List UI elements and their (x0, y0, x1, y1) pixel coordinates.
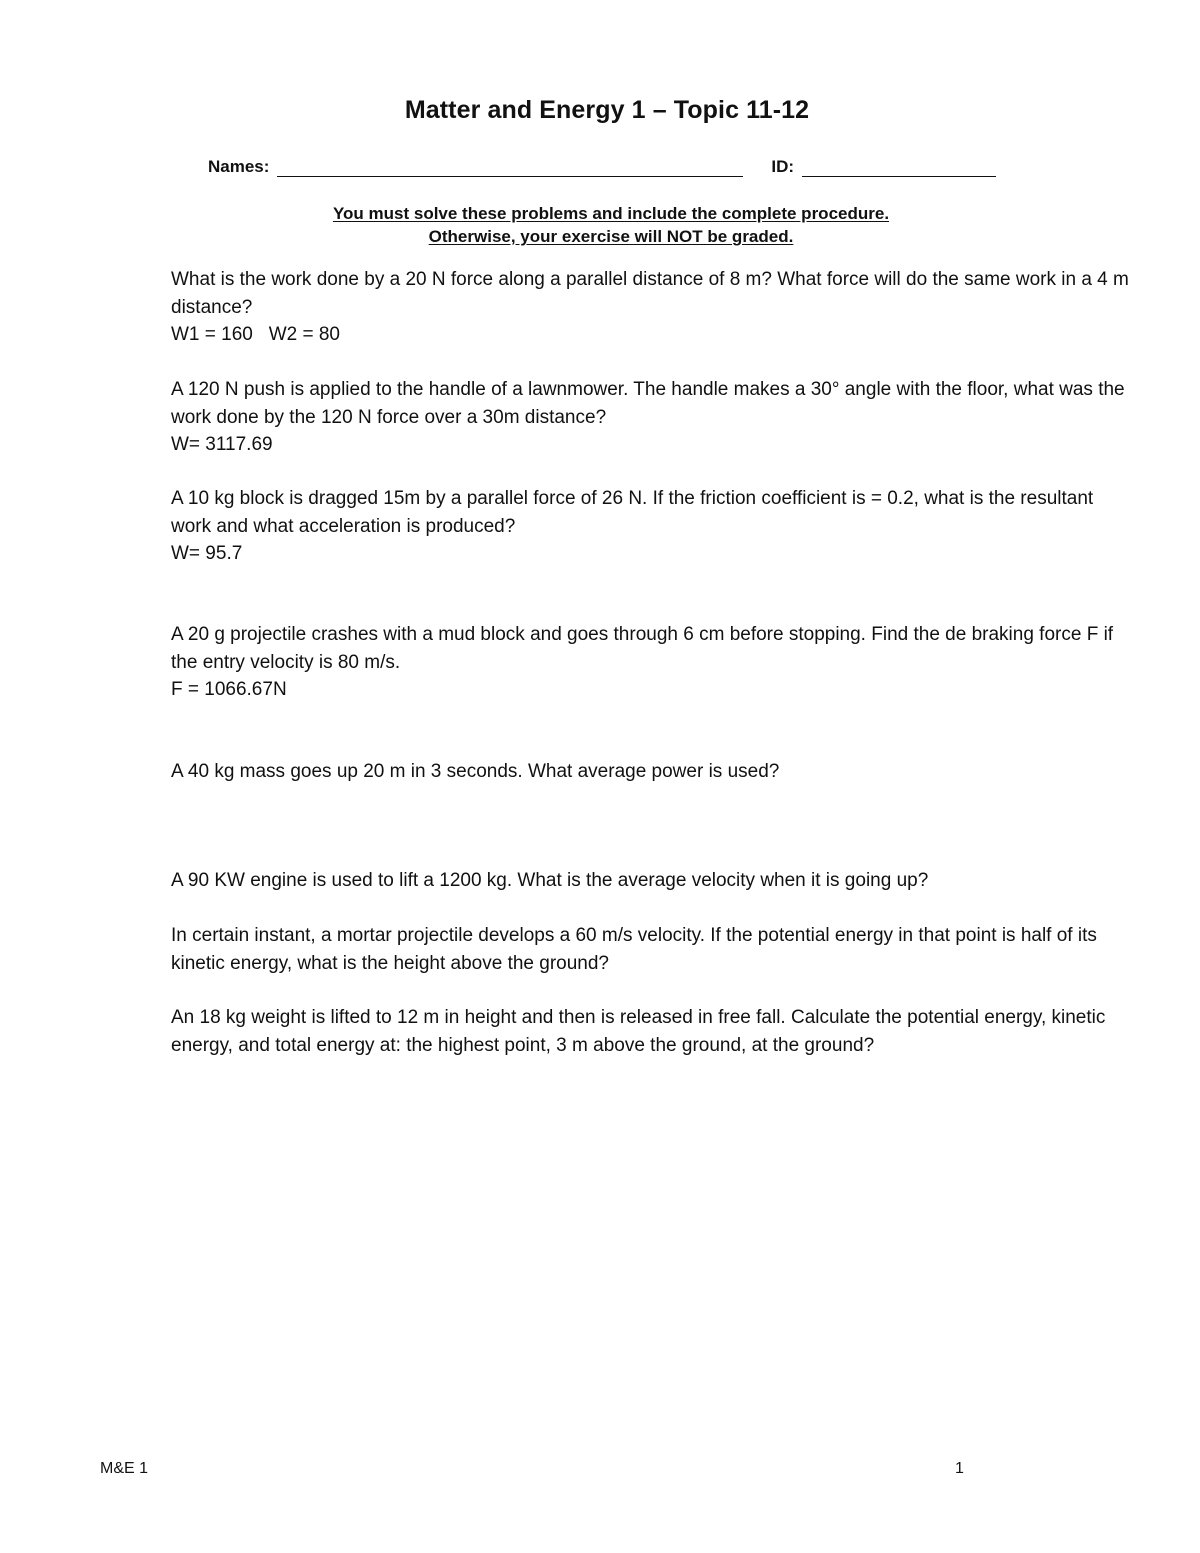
question-answer: F = 1066.67N (171, 679, 287, 700)
question-5 (171, 758, 1131, 786)
instructions-line-1: You must solve these problems and include the complete procedure. (332, 204, 890, 223)
question-7 (171, 922, 1131, 977)
id-label: ID: (771, 157, 795, 176)
question-answer: W= 3117.69 (171, 434, 273, 455)
names-id-row (208, 157, 996, 177)
question-2 (171, 376, 1131, 459)
question-4 (171, 621, 1131, 704)
question-text: A 120 N push is applied to the handle of a lawnmower. The handle makes a 30° angle with the floor, what was the work done by the 120 N force over a 30m distance? (171, 379, 1125, 428)
question-answer: W1 = 160 W2 = 80 (171, 324, 340, 345)
question-6 (171, 867, 1131, 895)
question-text: An 18 kg weight is lifted to 12 m in height and then is released in free fall. Calculate the potential energy, kinetic energy, and total energy at: the highest point, 3 m above the ground, at the ground? (171, 1007, 1106, 1056)
question-text: What is the work done by a 20 N force along a parallel distance of 8 m? What force will do the same work in a 4 m distance? (171, 269, 1129, 318)
id-blank-line[interactable] (802, 158, 996, 177)
footer-label: M&E 1 (100, 1460, 149, 1477)
page-title: Matter and Energy 1 – Topic 11-12 (404, 96, 810, 124)
names-blank-line[interactable] (277, 158, 743, 177)
question-text: In certain instant, a mortar projectile develops a 60 m/s velocity. If the potential energy in that point is half of its kinetic energy, what is the height above the ground? (171, 925, 1097, 974)
question-text: A 10 kg block is dragged 15m by a parallel force of 26 N. If the friction coefficient is = 0.2, what is the resultant work and what acceleration is produced? (171, 488, 1094, 537)
question-text: A 40 kg mass goes up 20 m in 3 seconds. What average power is used? (171, 761, 780, 782)
question-8 (171, 1004, 1131, 1059)
question-1 (171, 266, 1131, 349)
instructions (0, 202, 1200, 248)
page-number: 1 (955, 1460, 964, 1477)
question-text: A 20 g projectile crashes with a mud block and goes through 6 cm before stopping. Find the de braking force F if the entry velocity is 80 m/s. (171, 624, 1114, 673)
instructions-line-2: Otherwise, your exercise will NOT be graded. (428, 227, 794, 246)
question-3 (171, 485, 1131, 568)
question-answer: W= 95.7 (171, 543, 243, 564)
question-text: A 90 KW engine is used to lift a 1200 kg. What is the average velocity when it is going up? (171, 870, 929, 891)
names-label: Names: (208, 157, 270, 176)
